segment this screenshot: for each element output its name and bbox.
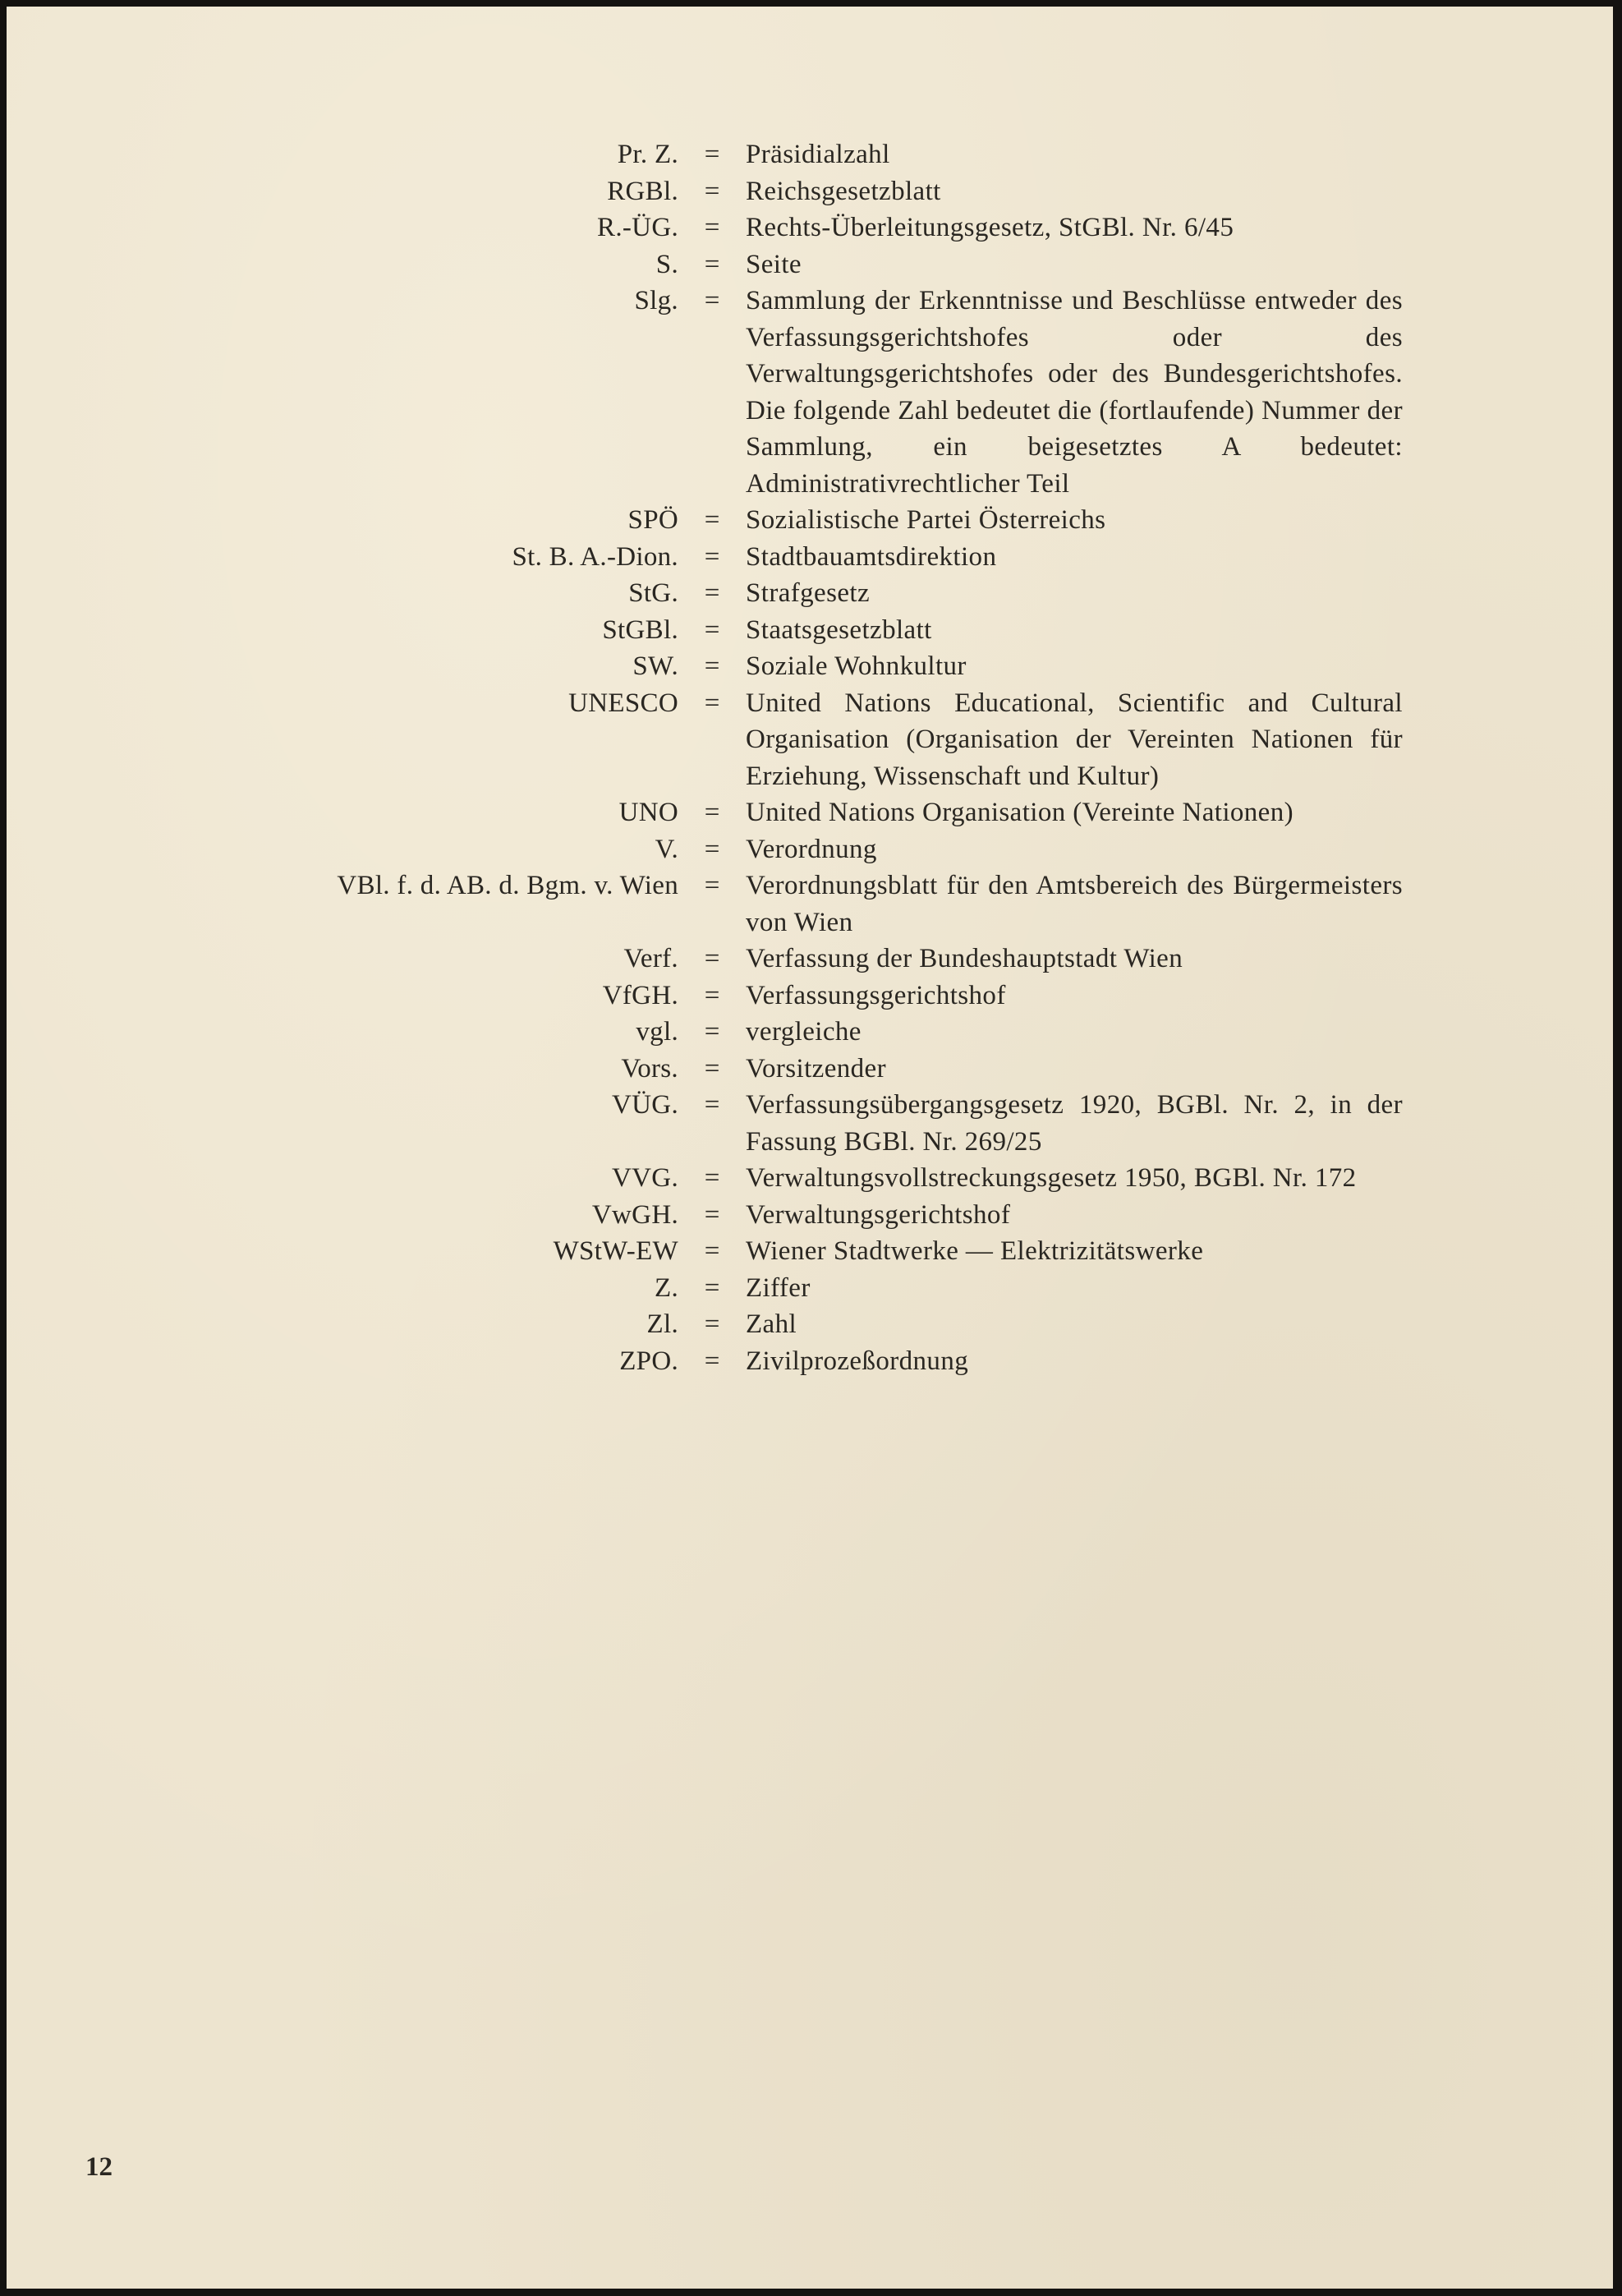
abbreviation-entry (7, 539, 1613, 576)
abbreviation-definition: Präsidialzahl (746, 140, 890, 169)
abbreviation-entry (7, 1343, 1613, 1380)
abbreviation-term: SPÖ (627, 505, 678, 535)
abbreviation-definition: Strafgesetz (746, 578, 870, 608)
equals-sign: = (704, 286, 720, 315)
abbreviation-entry (7, 612, 1613, 649)
equals-sign: = (704, 578, 720, 608)
page-number: 12 (85, 2152, 113, 2182)
abbreviation-entry (7, 1233, 1613, 1270)
abbreviation-term: StG. (628, 578, 678, 608)
abbreviation-term: Verf. (623, 944, 678, 973)
equals-sign: = (704, 1199, 720, 1230)
equals-sign: = (704, 1309, 720, 1339)
abbreviation-definition: Staatsgesetzblatt (746, 614, 932, 645)
abbreviation-term: V. (655, 834, 678, 864)
abbreviation-entry (7, 1014, 1613, 1051)
abbreviation-definition: United Nations Organisation (Vereinte Nationen) (746, 798, 1294, 827)
abbreviation-term: VwGH. (591, 1199, 678, 1230)
equals-sign: = (704, 505, 720, 535)
abbreviation-term: vgl. (636, 1017, 678, 1047)
abbreviation-term: Vors. (621, 1053, 678, 1084)
abbreviation-term: Z. (654, 1272, 678, 1303)
equals-sign: = (704, 176, 720, 206)
document-page (7, 7, 1613, 2289)
abbreviation-definition: Rechts-Überleitungsgesetz, StGBl. Nr. 6/45 (746, 213, 1234, 242)
abbreviation-entry (7, 209, 1613, 246)
equals-sign: = (704, 688, 720, 718)
equals-sign: = (704, 798, 720, 827)
abbreviation-definition: Verordnungsblatt für den Amtsbereich des Bürgermeisters von Wien (746, 871, 1403, 937)
equals-sign: = (704, 541, 720, 572)
abbreviation-definition: Verordnung (746, 834, 877, 864)
equals-sign: = (704, 213, 720, 242)
abbreviation-entry (7, 1306, 1613, 1343)
abbreviation-term: St. B. A.-Dion. (512, 541, 678, 572)
equals-sign: = (704, 944, 720, 973)
abbreviation-entry (7, 1051, 1613, 1088)
abbreviation-definition: Seite (746, 249, 802, 279)
abbreviation-term: WStW-EW (553, 1236, 678, 1266)
abbreviation-term: Zl. (646, 1309, 678, 1339)
abbreviation-entry (7, 1087, 1613, 1160)
abbreviation-entry (7, 502, 1613, 539)
abbreviation-term: Pr. Z. (617, 140, 678, 169)
equals-sign: = (704, 1346, 720, 1376)
abbreviation-definition: Zahl (746, 1309, 797, 1339)
abbreviation-entry (7, 794, 1613, 831)
abbreviation-entry (7, 685, 1613, 795)
abbreviation-definition: Verwaltungsgerichtshof (746, 1199, 1011, 1230)
abbreviation-definition: Ziffer (746, 1272, 811, 1303)
equals-sign: = (704, 651, 720, 681)
abbreviation-entry (7, 283, 1613, 502)
equals-sign: = (704, 140, 720, 169)
abbreviation-list (7, 136, 1613, 1379)
abbreviation-entry (7, 941, 1613, 978)
equals-sign: = (704, 614, 720, 645)
abbreviation-definition: Verwaltungsvollstreckungsgesetz 1950, BGBl. Nr. 172 (746, 1163, 1357, 1193)
equals-sign: = (704, 1272, 720, 1303)
abbreviation-entry (7, 246, 1613, 283)
abbreviation-term: StGBl. (602, 614, 678, 645)
abbreviation-definition: Reichsgesetzblatt (746, 176, 941, 206)
abbreviation-term: UNO (618, 798, 678, 827)
abbreviation-term: VBl. f. d. AB. d. Bgm. v. Wien (337, 871, 678, 900)
abbreviation-definition: United Nations Educational, Scientific and Cultural Organisation (Organisation der Vereinten Nationen für Erziehung, Wissenschaft und Kultur) (746, 688, 1403, 791)
abbreviation-definition: Sammlung der Erkenntnisse und Beschlüsse entweder des Verfassungsgerichtshofes oder des Verwaltungsgerichtshofes oder des Bundesgerichtshofes. Die folgende Zahl bedeutet die (fortlaufende) Nummer der Sammlung, ein beigesetztes A bedeutet: Administrativrechtlicher Teil (746, 286, 1403, 499)
abbreviation-entry (7, 978, 1613, 1015)
equals-sign: = (704, 1236, 720, 1266)
abbreviation-term: UNESCO (568, 688, 678, 718)
abbreviation-entry (7, 831, 1613, 868)
equals-sign: = (704, 1053, 720, 1084)
abbreviation-definition: Sozialistische Partei Österreichs (746, 505, 1106, 535)
abbreviation-term: VÜG. (612, 1090, 678, 1120)
abbreviation-entry (7, 173, 1613, 210)
abbreviation-definition: Stadtbauamtsdirektion (746, 541, 997, 572)
abbreviation-term: SW. (632, 651, 678, 681)
abbreviation-entry (7, 1270, 1613, 1307)
abbreviation-entry (7, 575, 1613, 612)
abbreviation-definition: Verfassungsgerichtshof (746, 980, 1006, 1010)
abbreviation-definition: Verfassungsübergangsgesetz 1920, BGBl. Nr. 2, in der Fassung BGBl. Nr. 269/25 (746, 1090, 1403, 1157)
abbreviation-entry (7, 648, 1613, 685)
equals-sign: = (704, 834, 720, 864)
equals-sign: = (704, 980, 720, 1010)
abbreviation-entry (7, 136, 1613, 173)
abbreviation-definition: Vorsitzender (746, 1053, 886, 1084)
abbreviation-definition: vergleiche (746, 1017, 862, 1047)
abbreviation-term: RGBl. (607, 176, 678, 206)
abbreviation-definition: Soziale Wohnkultur (746, 651, 967, 681)
abbreviation-term: Slg. (634, 286, 678, 315)
abbreviation-entry (7, 1197, 1613, 1234)
equals-sign: = (704, 871, 720, 900)
abbreviation-term: VfGH. (602, 980, 678, 1010)
abbreviation-definition: Verfassung der Bundeshauptstadt Wien (746, 944, 1183, 973)
equals-sign: = (704, 1163, 720, 1193)
equals-sign: = (704, 1017, 720, 1047)
abbreviation-entry (7, 1160, 1613, 1197)
abbreviation-definition: Wiener Stadtwerke — Elektrizitätswerke (746, 1236, 1204, 1266)
abbreviation-term: ZPO. (619, 1346, 678, 1376)
equals-sign: = (704, 249, 720, 279)
abbreviation-term: R.-ÜG. (597, 213, 678, 242)
equals-sign: = (704, 1090, 720, 1120)
abbreviation-term: VVG. (612, 1163, 678, 1193)
abbreviation-entry (7, 867, 1613, 941)
abbreviation-definition: Zivilprozeßordnung (746, 1346, 969, 1376)
abbreviation-term: S. (655, 249, 678, 279)
